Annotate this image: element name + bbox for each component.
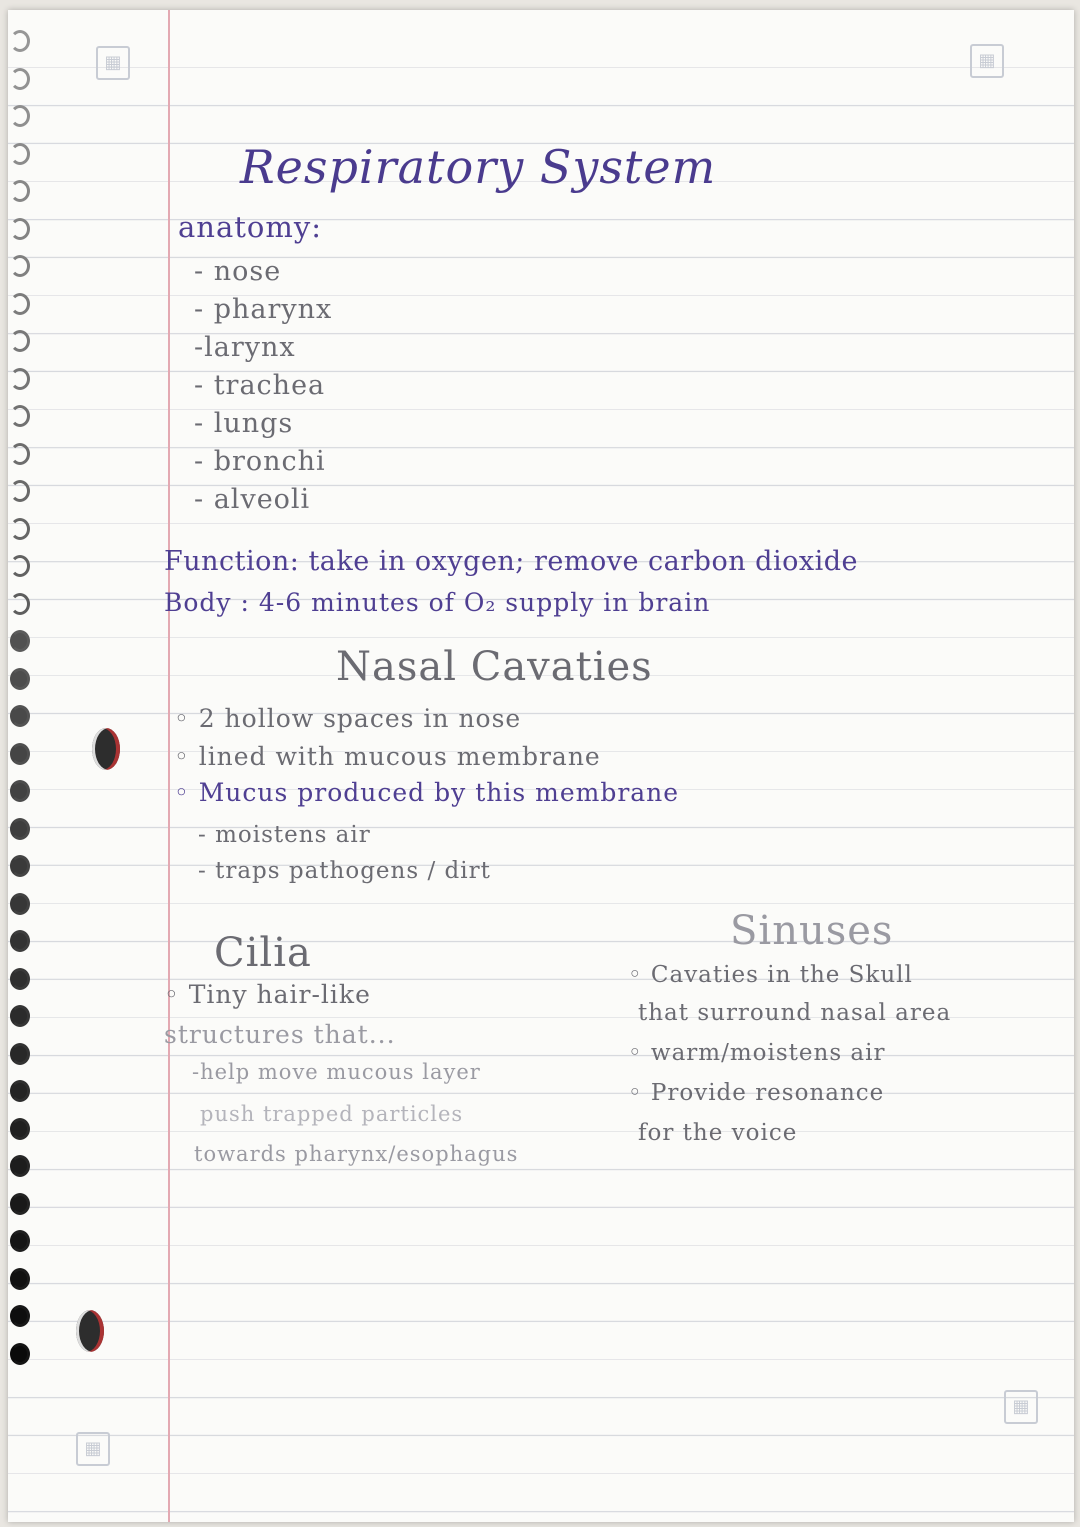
spiral-binding bbox=[8, 30, 32, 1390]
cilia-subitem: push trapped particles bbox=[200, 1102, 464, 1126]
spiral-coil bbox=[10, 630, 30, 652]
spiral-coil bbox=[10, 68, 30, 90]
corner-logo-icon: ▦ bbox=[96, 46, 130, 80]
cilia-heading: Cilia bbox=[214, 930, 312, 976]
spiral-coil bbox=[10, 593, 30, 615]
corner-logo-icon: ▦ bbox=[1004, 1390, 1038, 1424]
nasal-item: ◦ lined with mucous membrane bbox=[174, 742, 601, 771]
function-line: Function: take in oxygen; remove carbon dioxide bbox=[164, 546, 858, 577]
nasal-item: ◦ Mucus produced by this membrane bbox=[174, 778, 680, 807]
spiral-coil bbox=[10, 818, 30, 840]
spiral-coil bbox=[10, 143, 30, 165]
spiral-coil bbox=[10, 780, 30, 802]
spiral-coil bbox=[10, 368, 30, 390]
spiral-coil bbox=[10, 330, 30, 352]
corner-logo-icon: ▦ bbox=[970, 44, 1004, 78]
spiral-coil bbox=[10, 293, 30, 315]
spiral-coil bbox=[10, 1268, 30, 1290]
anatomy-item: - bronchi bbox=[194, 446, 326, 477]
corner-logo-icon: ▦ bbox=[76, 1432, 110, 1466]
sinuses-item: ◦ Cavaties in the Skull bbox=[628, 962, 913, 988]
page-title: Respiratory System bbox=[240, 140, 717, 194]
anatomy-item: - lungs bbox=[194, 408, 294, 439]
spiral-coil bbox=[10, 180, 30, 202]
anatomy-item: - alveoli bbox=[194, 484, 311, 515]
spiral-coil bbox=[10, 1193, 30, 1215]
sinuses-item: for the voice bbox=[638, 1120, 798, 1146]
spiral-coil bbox=[10, 518, 30, 540]
sinuses-item: that surround nasal area bbox=[638, 1000, 952, 1026]
spiral-coil bbox=[10, 480, 30, 502]
spiral-coil bbox=[10, 855, 30, 877]
spiral-coil bbox=[10, 893, 30, 915]
cilia-item: ◦ Tiny hair-like bbox=[164, 980, 371, 1009]
spiral-coil bbox=[10, 218, 30, 240]
spiral-coil bbox=[10, 930, 30, 952]
sinuses-heading: Sinuses bbox=[730, 908, 894, 954]
nasal-subitem: - traps pathogens / dirt bbox=[198, 858, 491, 884]
spiral-coil bbox=[10, 1005, 30, 1027]
spiral-coil bbox=[10, 443, 30, 465]
sinuses-item: ◦ warm/moistens air bbox=[628, 1040, 886, 1066]
body-line: Body : 4-6 minutes of O₂ supply in brain bbox=[164, 588, 711, 617]
cilia-subitem: -help move mucous layer bbox=[192, 1060, 481, 1084]
nasal-subitem: - moistens air bbox=[198, 822, 371, 848]
anatomy-item: -larynx bbox=[194, 332, 296, 363]
cilia-item: structures that... bbox=[164, 1020, 396, 1049]
spiral-coil bbox=[10, 30, 30, 52]
spiral-coil bbox=[10, 555, 30, 577]
spiral-coil bbox=[10, 1118, 30, 1140]
margin-line bbox=[168, 10, 170, 1522]
binder-hole-bottom bbox=[76, 1310, 104, 1352]
nasal-heading: Nasal Cavaties bbox=[336, 644, 653, 690]
spiral-coil bbox=[10, 668, 30, 690]
spiral-coil bbox=[10, 1155, 30, 1177]
anatomy-item: - nose bbox=[194, 256, 282, 287]
binder-hole-top bbox=[92, 728, 120, 770]
anatomy-item: - pharynx bbox=[194, 294, 333, 325]
cilia-subitem: towards pharynx/esophagus bbox=[194, 1142, 519, 1166]
nasal-item: ◦ 2 hollow spaces in nose bbox=[174, 704, 522, 733]
anatomy-item: - trachea bbox=[194, 370, 326, 401]
notebook-page bbox=[8, 10, 1074, 1522]
spiral-coil bbox=[10, 1305, 30, 1327]
spiral-coil bbox=[10, 405, 30, 427]
spiral-coil bbox=[10, 1043, 30, 1065]
spiral-coil bbox=[10, 255, 30, 277]
spiral-coil bbox=[10, 105, 30, 127]
anatomy-heading: anatomy: bbox=[178, 210, 323, 244]
spiral-coil bbox=[10, 1230, 30, 1252]
spiral-coil bbox=[10, 743, 30, 765]
spiral-coil bbox=[10, 1343, 30, 1365]
spiral-coil bbox=[10, 705, 30, 727]
spiral-coil bbox=[10, 1080, 30, 1102]
sinuses-item: ◦ Provide resonance bbox=[628, 1080, 885, 1106]
spiral-coil bbox=[10, 968, 30, 990]
